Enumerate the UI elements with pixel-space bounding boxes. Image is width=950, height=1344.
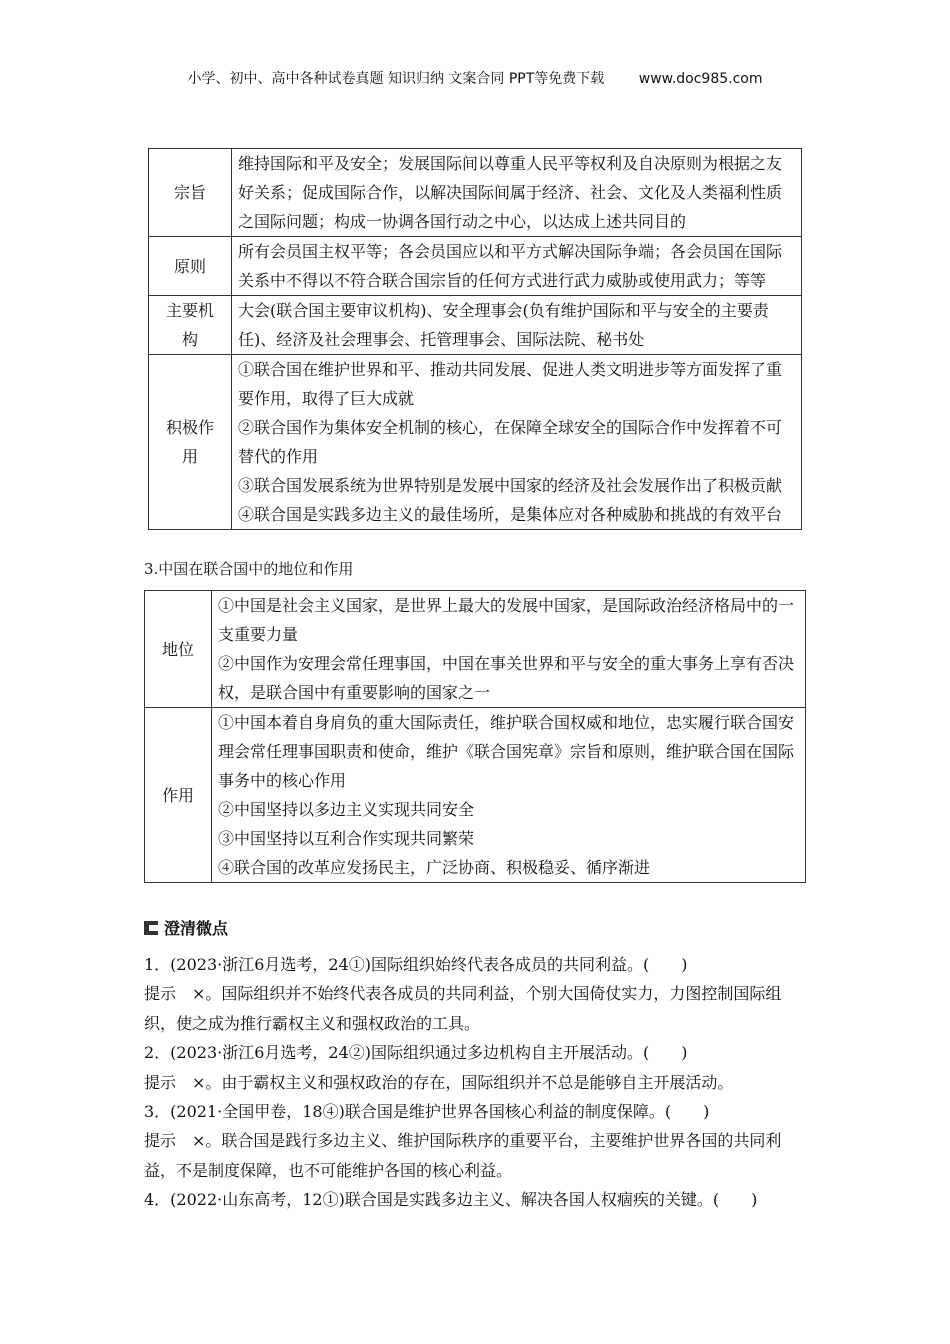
- section-marker-icon: [144, 921, 158, 935]
- table-row: [145, 591, 806, 708]
- row-label: 作用: [145, 708, 212, 883]
- row-content: [232, 296, 802, 355]
- row-label: 地位: [145, 591, 212, 708]
- row-content: [232, 237, 802, 296]
- question-item: 4．(2022·山东高考，12①)联合国是实践多边主义、解决各国人权痼疾的关键。( ): [144, 1190, 758, 1210]
- page-header: [0, 68, 950, 88]
- section-title: 3.中国在联合国中的地位和作用: [144, 560, 354, 578]
- question-item: 2．(2023·浙江6月选考，24②)国际组织通过多边机构自主开展活动。( ): [144, 1043, 688, 1063]
- content-paragraph: 大会(联合国主要审议机构)、安全理事会(负有维护国际和平与安全的主要责任)、经济及社会理事会、托管理事会、国际法院、秘书处: [238, 301, 769, 349]
- row-content: [212, 591, 806, 708]
- row-label: 主要机构: [149, 296, 232, 355]
- clarify-heading: [144, 916, 228, 939]
- question-item: 提示 ×。国际组织并不始终代表各成员的共同利益，个别大国倚仗实力，力图控制国际组织，使之成为推行霸权主义和强权政治的工具。: [144, 984, 782, 1033]
- content-paragraph: ③中国坚持以互利合作实现共同繁荣: [218, 829, 475, 848]
- row-content: [232, 355, 802, 530]
- content-paragraph: ②中国作为安理会常任理事国，中国在事关世界和平与安全的重大事务上享有否决权，是联合国中有重要影响的国家之一: [218, 654, 795, 702]
- table-row: [149, 355, 802, 530]
- content-paragraph: ④联合国的改革应发扬民主，广泛协商、积极稳妥、循序渐进: [218, 858, 651, 877]
- content-paragraph: ④联合国是实践多边主义的最佳场所，是集体应对各种威胁和挑战的有效平台: [238, 505, 783, 524]
- content-paragraph: 维持国际和平及安全；发展国际间以尊重人民平等权利及自决原则为根据之友好关系；促成国际合作，以解决国际间属于经济、社会、文化及人类福利性质之国际问题；构成一协调各国行动之中心，以达成上述共同目的: [238, 154, 783, 231]
- content-paragraph: ①中国本着自身肩负的重大国际责任，维护联合国权威和地位，忠实履行联合国安理会常任理事国职责和使命，维护《联合国宪章》宗旨和原则，维护联合国在国际事务中的核心作用: [218, 713, 795, 790]
- clarify-title: 澄清微点: [164, 919, 229, 938]
- content-paragraph: ②中国坚持以多边主义实现共同安全: [218, 800, 475, 819]
- question-item: 提示 ×。由于霸权主义和强权政治的存在，国际组织并不总是能够自主开展活动。: [144, 1072, 734, 1092]
- row-label: 原则: [149, 237, 232, 296]
- question-list: [144, 950, 808, 1215]
- table-row: [149, 149, 802, 237]
- content-paragraph: ③联合国发展系统为世界特别是发展中国家的经济及社会发展作出了积极贡献: [238, 476, 783, 495]
- content-paragraph: ①中国是社会主义国家，是世界上最大的发展中国家，是国际政治经济格局中的一支重要力量: [218, 596, 795, 644]
- china-role-table: [144, 590, 806, 883]
- header-url[interactable]: www.doc985.com: [638, 71, 763, 87]
- row-content: [212, 708, 806, 883]
- row-label: 宗旨: [149, 149, 232, 237]
- question-item: 提示 ×。联合国是践行多边主义、维护国际秩序的重要平台，主要维护世界各国的共同利益，不是制度保障，也不可能维护各国的核心利益。: [144, 1131, 782, 1180]
- row-label: 积极作用: [149, 355, 232, 530]
- content-paragraph: ②联合国作为集体安全机制的核心，在保障全球安全的国际合作中发挥着不可替代的作用: [238, 418, 783, 466]
- table-row: [149, 296, 802, 355]
- content-paragraph: ①联合国在维护世界和平、推动共同发展、促进人类文明进步等方面发挥了重要作用，取得了巨大成就: [238, 360, 783, 408]
- content-paragraph: 所有会员国主权平等；各会员国应以和平方式解决国际争端；各会员国在国际关系中不得以不符合联合国宗旨的任何方式进行武力威胁或使用武力；等等: [238, 242, 783, 290]
- un-overview-table: [148, 148, 802, 530]
- question-item: 1．(2023·浙江6月选考，24①)国际组织始终代表各成员的共同利益。( ): [144, 955, 688, 974]
- question-item: 3．(2021·全国甲卷，18④)联合国是维护世界各国核心利益的制度保障。( ): [144, 1102, 710, 1122]
- header-text: 小学、初中、高中各种试卷真题 知识归纳 文案合同 PPT等免费下载: [187, 71, 605, 87]
- table-row: [149, 237, 802, 296]
- table-row: [145, 708, 806, 883]
- row-content: [232, 149, 802, 237]
